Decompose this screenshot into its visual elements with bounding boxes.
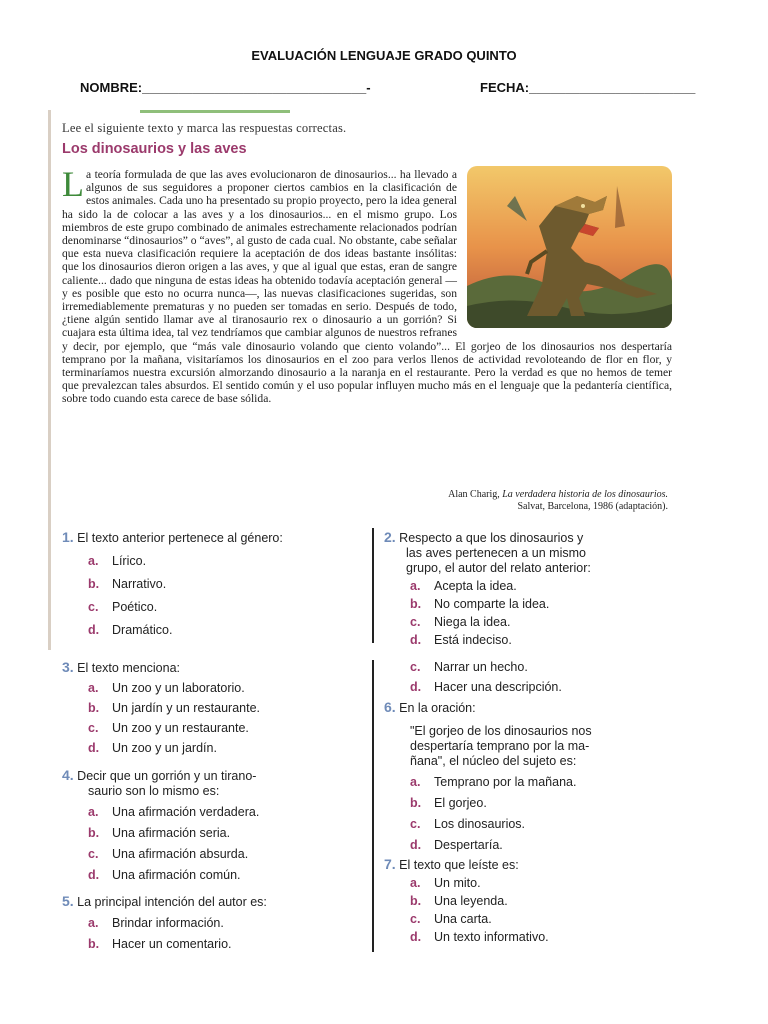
option-d[interactable]: d. Dramático.: [88, 623, 173, 637]
option-b[interactable]: b. El gorjeo.: [410, 796, 487, 810]
option-d[interactable]: d. Está indeciso.: [410, 633, 512, 647]
option-c[interactable]: c. Los dinosaurios.: [410, 817, 526, 831]
credit-book: La verdadera historia de los dinosaurios.: [502, 489, 668, 500]
question-1: [62, 530, 362, 638]
option-a[interactable]: a. Lírico.: [88, 554, 147, 568]
credit-author: Alan Charig,: [448, 489, 500, 500]
credit-publisher: Salvat, Barcelona, 1986 (adaptación).: [517, 501, 668, 512]
option-a[interactable]: a. Acepta la idea.: [410, 579, 517, 593]
column-divider-top: [372, 528, 374, 643]
option-b[interactable]: b. Una afirmación seria.: [88, 826, 231, 840]
question-7: 7. El texto que leíste es: a. Un mito. b. Una leyenda. c. Una carta. d. Un texto informativo.: [384, 857, 684, 945]
option-c[interactable]: c. Una afirmación absurda.: [88, 847, 249, 861]
option-a[interactable]: a. Brindar información.: [88, 916, 224, 930]
instructions: Lee el siguiente texto y marca las respuestas correctas.: [62, 121, 347, 135]
dinosaur-illustration: [467, 166, 672, 328]
column-divider-bottom: [372, 660, 374, 952]
option-d[interactable]: d. Un zoo y un jardín.: [88, 741, 217, 755]
question-3: 3. El texto menciona: a. Un zoo y un laboratorio. b. Un jardín y un restaurante. c. Un zoo y un restaurante. d. Un zoo y un jardín.: [62, 660, 362, 756]
question-5: 5. La principal intención del autor es: a. Brindar información. b. Hacer un comentario.: [62, 894, 362, 952]
option-a[interactable]: a. Un mito.: [410, 876, 481, 890]
question-6: 6. En la oración: "El gorjeo de los dinosaurios nos despertaría temprano por la ma- ñana", el núcleo del sujeto es: a. Temprano por la mañana. b. El gorjeo. c. Los dinosaurios. d. Despertaría.: [384, 700, 684, 853]
question-5-continued: [384, 655, 684, 695]
option-d[interactable]: d. Un texto informativo.: [410, 930, 549, 944]
option-b[interactable]: b. Hacer un comentario.: [88, 937, 232, 951]
page-title: EVALUACIÓN LENGUAJE GRADO QUINTO: [251, 48, 517, 63]
story-body: a teoría formulada de que las aves evolucionaron de dinosaurios... ha llevado a algunos de sus seguidores a proponer ciertos cambios en la clasificación de estos animales. Cada uno ha presentado su propio proyecto, pero la idea general ha sido la de colocar a las aves y a los dinosaurios... en el mismo grupo. Los miembros de este grupo combinado de animales estrechamente relacionados podrían denominarse “dinosaurios” o “aves”, al gusto de cada cual. No obstante, cabe señalar que esta nueva clasificación requiere la aceptación de dos ideas bastante insólitas: que los dinosaurios dieron origen a las aves, y que al igual que estas, eran de sangre caliente... dado que ninguna de estas ideas ha obtenido todavía aceptación general —y es posible que esto no ocurra nunca—, las nuevas clasificaciones sugeridas, son irremediablemente prematuras y no pueden ser tomadas en serio. Después de todo, ¿tiene algún sentido llamar ave al tiranosaurio rex o dinosaurio a un gorrión? Si cuajara esta última idea, tal vez tendríamos que cambiar algunos de nuestros refranes y decir, por ejemplo, que “más vale dinosaurio volando que ciento volando”... El gorjeo de los dinosaurios nos despertaría temprano por la mañana, visitaríamos los dinosaurios en el zoo para verlos llenos de actividad revoloteando de flor en flor, y terminaríamos nuestra excursión almorzando dinosaurio a la naranja en el restaurante. Pero la verdad es que no hemos de temer que prevalezcan tales absurdos. El sentido común y el uso popular influyen mucho más en el lenguaje que la pedantería científica, sobre todo cuando esta carece de base sólida.: [62, 168, 672, 406]
option-c[interactable]: c. Un zoo y un restaurante.: [88, 721, 249, 735]
story-title: Los dinosaurios y las aves: [62, 141, 247, 157]
option-a[interactable]: a. Un zoo y un laboratorio.: [88, 681, 245, 695]
option-b[interactable]: b. Narrativo.: [88, 577, 167, 591]
option-b[interactable]: b. No comparte la idea.: [410, 597, 550, 611]
story-credit: [448, 489, 668, 513]
question-number: 1.: [62, 529, 74, 545]
sheet-margin-bar: [48, 110, 51, 650]
option-c[interactable]: c. Poético.: [88, 600, 158, 614]
decorative-strip: [140, 108, 290, 114]
option-d[interactable]: d. Una afirmación común.: [88, 868, 241, 882]
option-c[interactable]: c. Niega la idea.: [410, 615, 511, 629]
option-a[interactable]: a. Una afirmación verdadera.: [88, 805, 260, 819]
name-field-label: NOMBRE:_______________________________-: [80, 80, 371, 95]
option-c[interactable]: c. Narrar un hecho.: [410, 660, 528, 674]
question-number: 2.: [384, 529, 396, 545]
option-d[interactable]: d. Hacer una descripción.: [410, 680, 562, 694]
question-stem: El texto anterior pertenece al género:: [77, 531, 283, 545]
option-a[interactable]: a. Temprano por la mañana.: [410, 775, 577, 789]
date-field-label: FECHA:_______________________: [480, 80, 696, 95]
option-c[interactable]: c. Una carta.: [410, 912, 492, 926]
question-2: 2. Respecto a que los dinosaurios y las aves pertenecen a un mismo grupo, el autor del relato anterior: a. Acepta la idea. b. No comparte la idea. c. Niega la idea. d. Está indeciso.: [384, 530, 684, 648]
option-b[interactable]: b. Un jardín y un restaurante.: [88, 701, 260, 715]
option-b[interactable]: b. Una leyenda.: [410, 894, 508, 908]
question-4: 4. Decir que un gorrión y un tirano- saurio son lo mismo es: a. Una afirmación verdadera. b. Una afirmación seria. c. Una afirmación absurda. d. Una afirmación común.: [62, 768, 362, 883]
story-dropcap: L: [62, 164, 84, 204]
story-text: [62, 164, 672, 406]
option-d[interactable]: d. Despertaría.: [410, 838, 503, 852]
